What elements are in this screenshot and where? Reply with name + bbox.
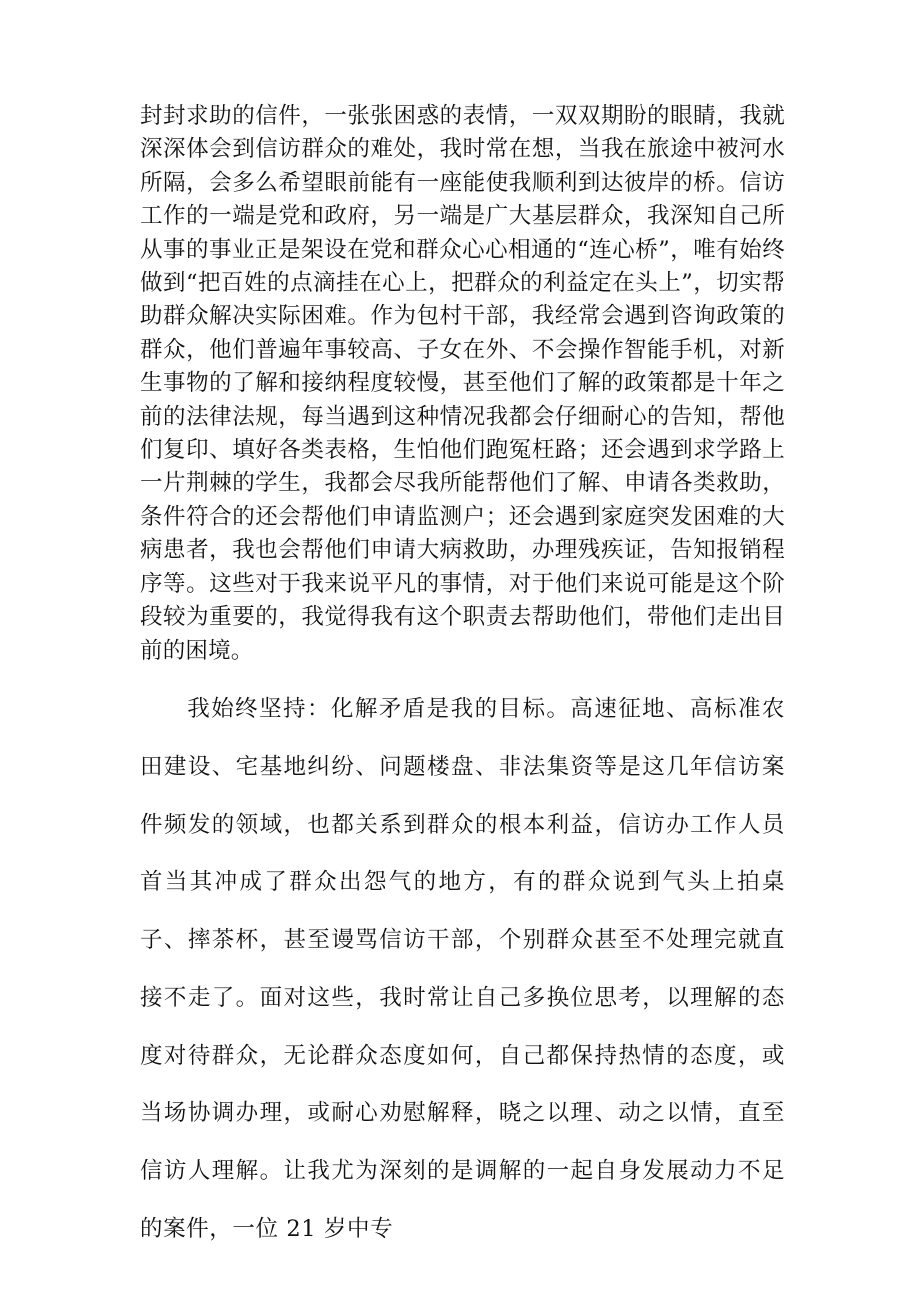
paragraph-help-petitioners: 封封求助的信件，一张张困惑的表情，一双双期盼的眼睛，我就深深体会到信访群众的难处，我时常在想，当我在旅途中被河水所隔，会多么希望眼前能有一座能使我顺利到达彼岸的桥。信访工作的一端是党和政府，另一端是广大基层群众，我深知自己所从事的事业正是架设在党和群众心心相通的“连心桥”，唯有始终做到“把百姓的点滴挂在心上，把群众的利益定在头上”，切实帮助群众解决实际困难。作为包村干部，我经常会遇到咨询政策的群众，他们普遍年事较高、子女在外、不会操作智能手机，对新生事物的了解和接纳程度较慢，甚至他们了解的政策都是十年之前的法律法规，每当遇到这种情况我都会仔细耐心的告知，帮他们复印、填好各类表格，生怕他们跑冤枉路；还会遇到求学路上一片荆棘的学生，我都会尽我所能帮他们了解、申请各类救助，条件符合的还会帮他们申请监测户；还会遇到家庭突发困难的大病患者，我也会帮他们申请大病救助，办理残疾证，告知报销程序等。这些对于我来说平凡的事情，对于他们来说可能是这个阶段较为重要的，我觉得我有这个职责去帮助他们，带他们走出目前的困境。 [140, 103, 785, 664]
paragraph-resolve-conflicts: 我始终坚持：化解矛盾是我的目标。高速征地、高标准农田建设、宅基地纠纷、问题楼盘、非法集资等是这几年信访案件频发的领域，也都关系到群众的根本利益，信访办工作人员首当其冲成了群众出怨气的地方，有的群众说到气头上拍桌子、摔茶杯，甚至谩骂信访干部，个别群众甚至不处理完就直接不走了。面对这些，我时常让自己多换位思考，以理解的态度对待群众，无论群众态度如何，自己都保持热情的态度，或当场协调办理，或耐心劝慰解释，晓之以理、动之以情，直至信访人理解。让我尤为深刻的是调解的一起自身发展动力不足的案件，一位 21 岁中专 [140, 695, 785, 1243]
document-body [140, 100, 785, 1259]
